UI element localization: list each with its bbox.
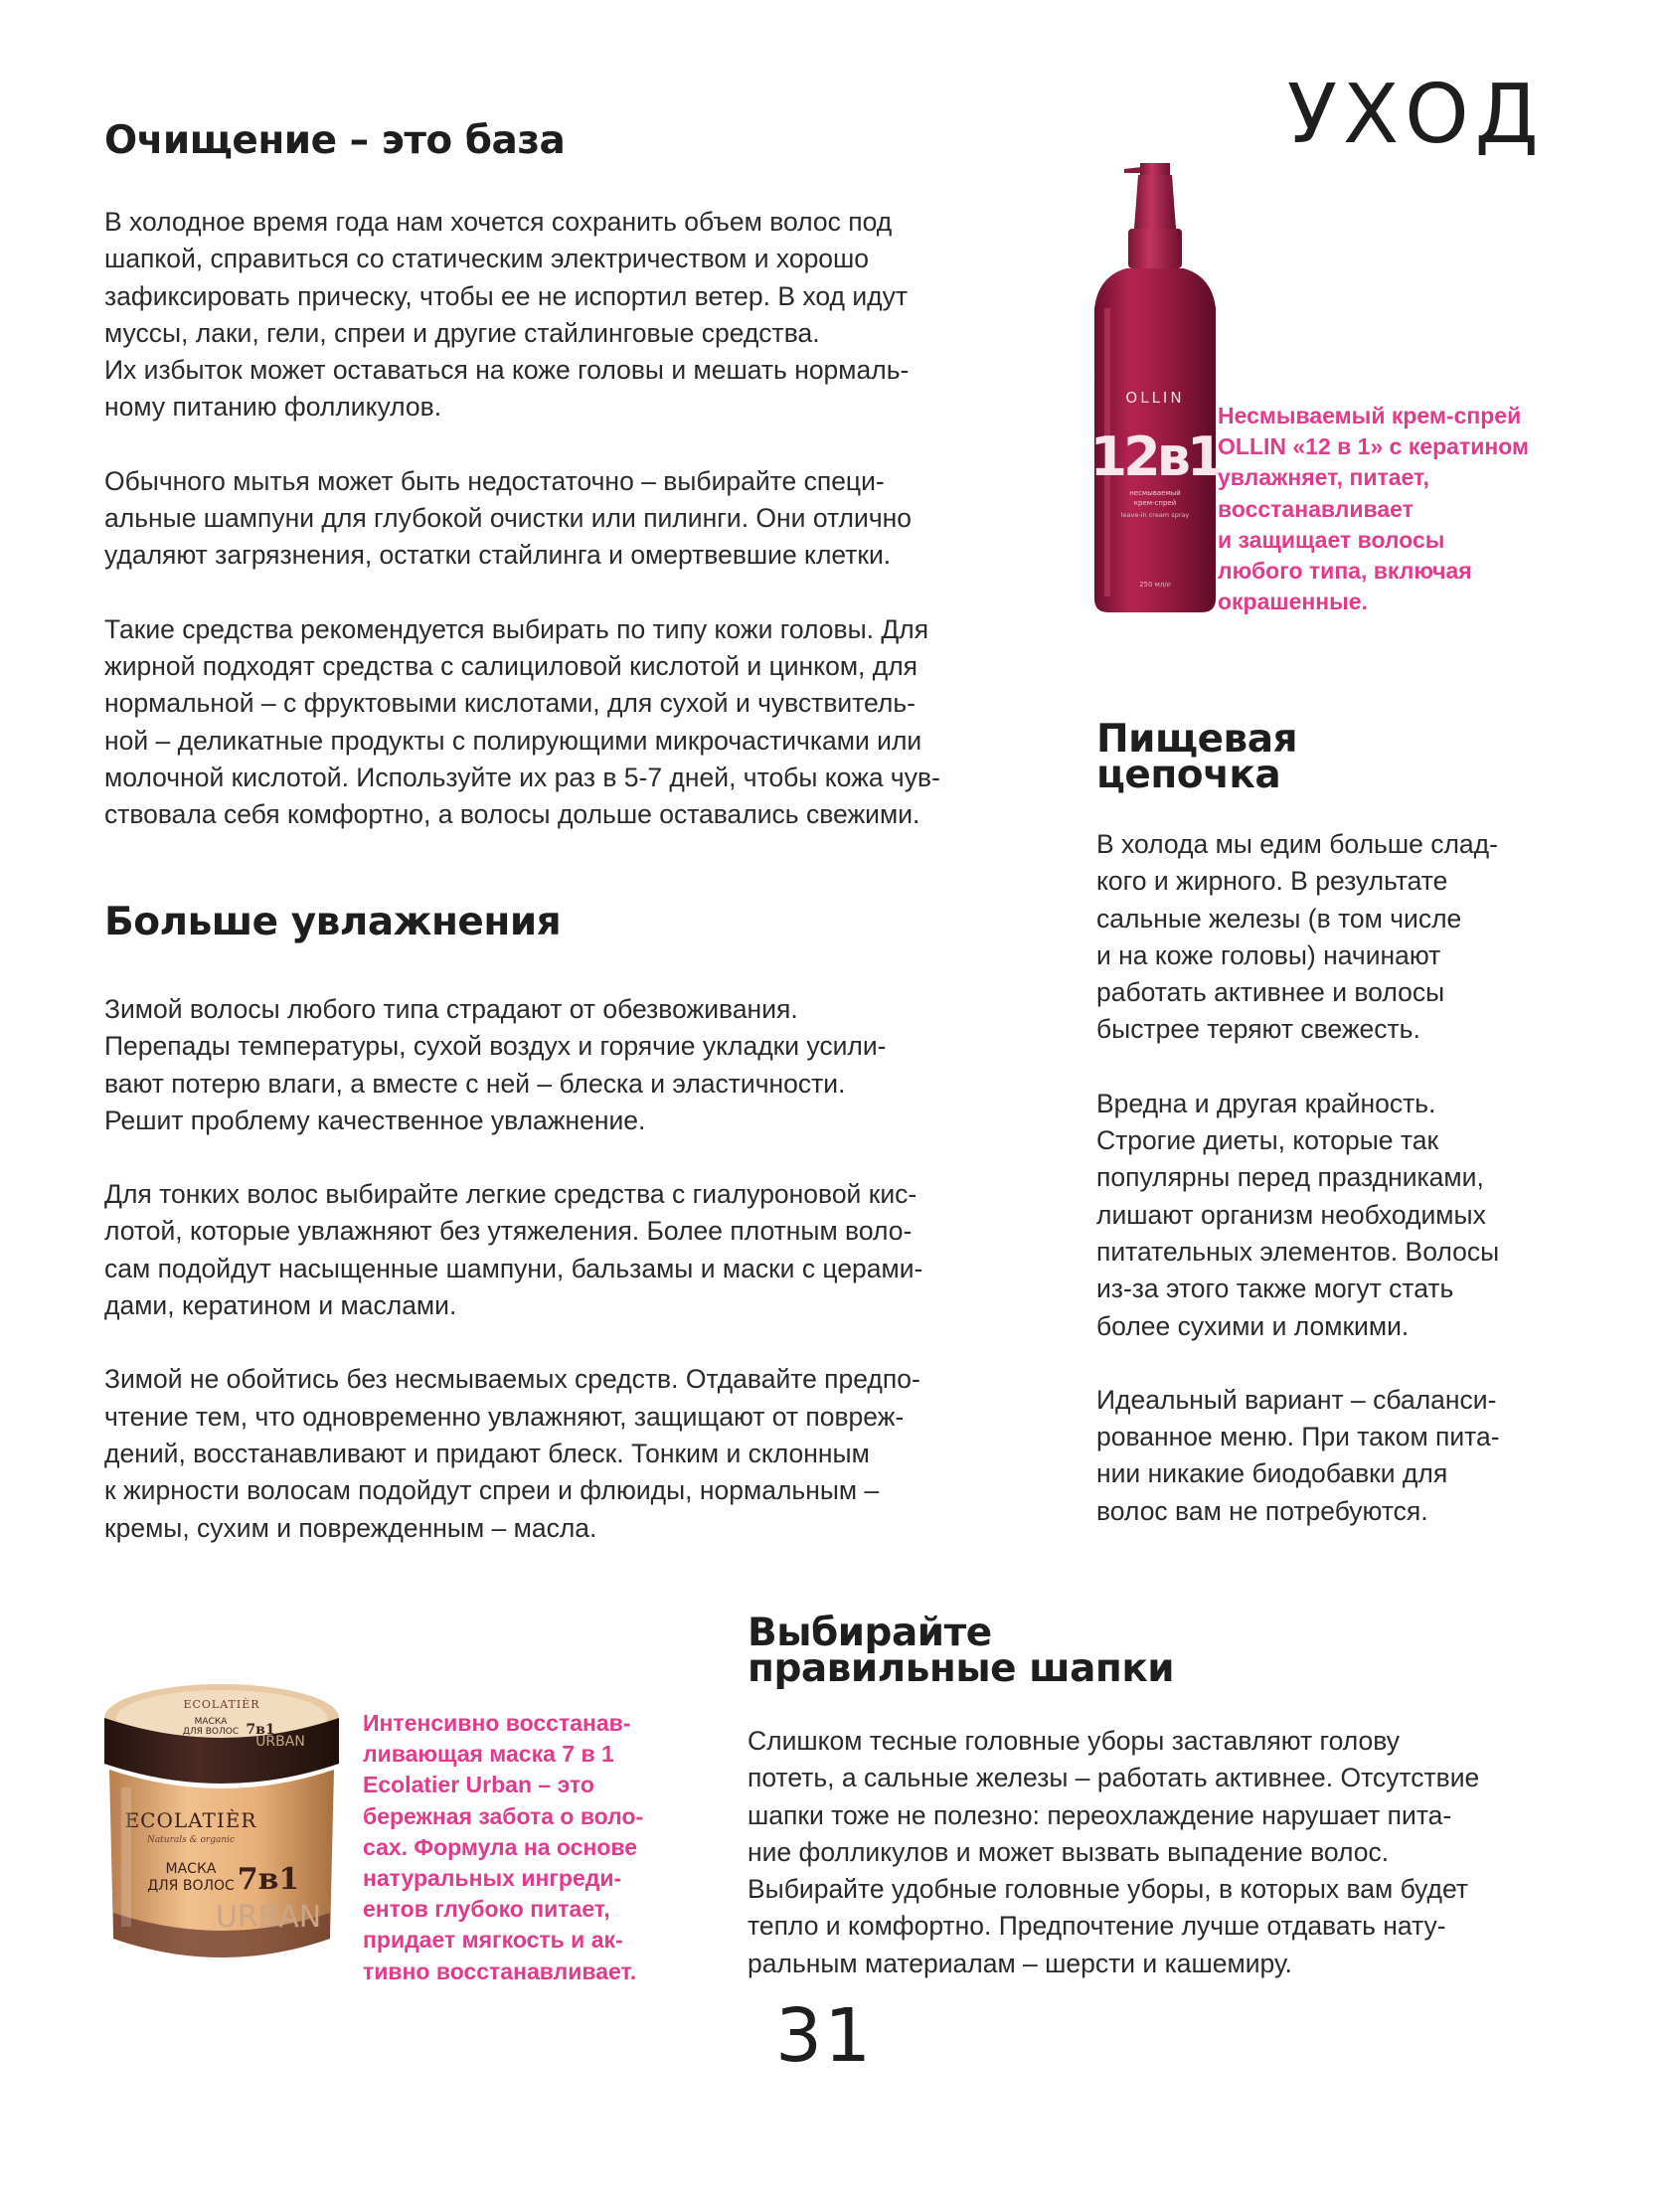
- spray-head-shape: [1134, 175, 1176, 229]
- ollin-caption: Несмываемый крем-спрей OLLIN «12 в 1» с кератином увлажняет, питает, восстанавливает и защищает волосы любого типа, включая окрашенные.: [1218, 403, 1530, 615]
- cleansing-paragraph-3: Такие средства рекомендуется выбирать по типу кожи головы. Для жирной подходят средства с салициловой кислотой и цинком, для нормальной – с фруктовыми кислотами, для сухой и чувствитель- ной – деликатные продукты с полирующими микрочастичками или молочной кислотой. Используйте их раз в 5-7 дней, чтобы кожа чув- ствовала себя комфортно, а волосы дольше оставались свежими.: [104, 613, 940, 830]
- hats-heading: Выбирайте правильные шапки: [748, 1611, 1175, 1691]
- cleansing-paragraph-2: Обычного мытья может быть недостаточно – выбирайте специ- альные шампуни для глубокой очистки или пилинги. Они отлично удаляют загрязнения, остатки стайлинга и омертвевшие клетки.: [104, 465, 913, 571]
- food-chain-paragraph-1: В холода мы едим больше слад- кого и жирного. В результате сальные железы (в том числе и на коже головы) начинают работать активнее и волосы быстрее теряют свежесть.: [1096, 829, 1498, 1045]
- ecolatier-caption: Интенсивно восстанав- ливающая маска 7 в 1 Ecolatier Urban – это бережная забота о воло- сах. Формула на основе натуральных ингреди- ентов глубоко питает, придает мягкость и ак- тивно восстанавливает.: [363, 1710, 644, 1984]
- moisture-paragraph-2: Для тонких волос выбирайте легкие средства с гиалуроновой кис- лотой, которые увлажняют без утяжеления. Более плотным воло- сам подойдут насыщенные шампуни, бальзамы и маски с церами- дами, кератином и маслами.: [104, 1179, 923, 1321]
- food-chain-heading: Пищевая цепочка: [1096, 717, 1298, 797]
- lid-brand-text: ECOLATIÈR: [183, 1698, 260, 1711]
- jar-tagline-text: Naturals & organic: [146, 1835, 236, 1845]
- bottle-small-label-3: leave-in cream spray: [1120, 511, 1190, 519]
- bottle-neck-shape: [1128, 229, 1182, 268]
- lid-label-2-text: ДЛЯ ВОЛОС: [182, 1727, 240, 1737]
- bottle-small-label-2: крем-спрей: [1133, 499, 1177, 507]
- bottle-12in1-text: 12в1: [1089, 425, 1221, 488]
- bottle-volume-text: 250 мл/ℯ: [1139, 581, 1171, 589]
- lid-urban-text: URBAN: [255, 1734, 305, 1750]
- jar-urban-text: URBAN: [215, 1900, 322, 1935]
- jar-label-2-text: ДЛЯ ВОЛОС: [147, 1878, 235, 1894]
- bottle-small-label-1: несмываемый: [1129, 489, 1181, 497]
- page-number: 31: [775, 1993, 874, 2079]
- nozzle-tip-shape: [1124, 167, 1142, 173]
- section-label: УХОД: [1287, 68, 1545, 162]
- jar-label-1-text: МАСКА: [165, 1861, 217, 1877]
- food-chain-paragraph-3: Идеальный вариант – сбаланси- рованное меню. При таком пита- нии никакие биодобавки для волос вам не потребуются.: [1096, 1384, 1500, 1526]
- ecolatier-mask-jar-image: [91, 1678, 352, 1976]
- nozzle-shape: [1140, 163, 1170, 175]
- moisture-heading: Больше увлажнения: [104, 900, 562, 944]
- food-chain-section: [1096, 717, 1593, 1530]
- bottle-brand-text: OLLIN: [1125, 389, 1185, 407]
- jar-brand-text: ECOLATIÈR: [124, 1808, 257, 1832]
- moisture-paragraph-1: Зимой волосы любого типа страдают от обезвоживания. Перепады температуры, сухой воздух и горячие укладки усили- вают потерю влаги, а вместе с ней – блеска и эластичности. Решит проблему качественное увлажнение.: [104, 994, 887, 1135]
- hats-section: [748, 1611, 1622, 1982]
- moisture-paragraph-3: Зимой не обойтись без несмываемых средств. Отдавайте предпо- чтение тем, что одновременно увлажняют, защищают от повреж- дений, восстанавливают и придают блеск. Тонким и склонным к жирности волосам подойдут спреи и флюиды, нормальным – кремы, сухим и поврежденным – масла.: [104, 1364, 920, 1543]
- lid-7in1-text: 7в1: [246, 1722, 275, 1738]
- cleansing-section: [104, 118, 1029, 833]
- cleansing-heading: Очищение – это база: [104, 118, 566, 163]
- lid-label-1-text: МАСКА: [194, 1717, 228, 1727]
- ollin-spray-bottle-image: [1079, 159, 1228, 616]
- moisture-section: [104, 900, 1029, 1547]
- jar-7in1-text: 7в1: [237, 1862, 300, 1897]
- hats-paragraph: Слишком тесные головные уборы заставляют голову потеть, а сальные железы – работать активнее. Отсутствие шапки тоже не полезно: переохлаждение нарушает пита- ние фолликулов и может вызвать выпадение волос. Выбирайте удобные головные уборы, в которых вам будет тепло и комфортно. Предпочтение лучше отдавать нату- ральным материалам – шерсти и кашемиру.: [748, 1726, 1480, 1978]
- cleansing-paragraph-1: В холодное время года нам хочется сохранить объем волос под шапкой, справиться со статическим электричеством и хорошо зафиксировать прическу, чтобы ее не испортил ветер. В ход идут муссы, лаки, гели, спреи и другие стайлинговые средства. Их избыток может оставаться на коже головы и мешать нормаль- ному питанию фолликулов.: [104, 207, 910, 423]
- food-chain-paragraph-2: Вредна и другая крайность. Строгие диеты, которые так популярны перед праздниками, лишают организм необходимых питательных элементов. Волосы из-за этого также могут стать более сухими и ломкими.: [1096, 1088, 1500, 1341]
- jar-highlight: [121, 1787, 131, 1927]
